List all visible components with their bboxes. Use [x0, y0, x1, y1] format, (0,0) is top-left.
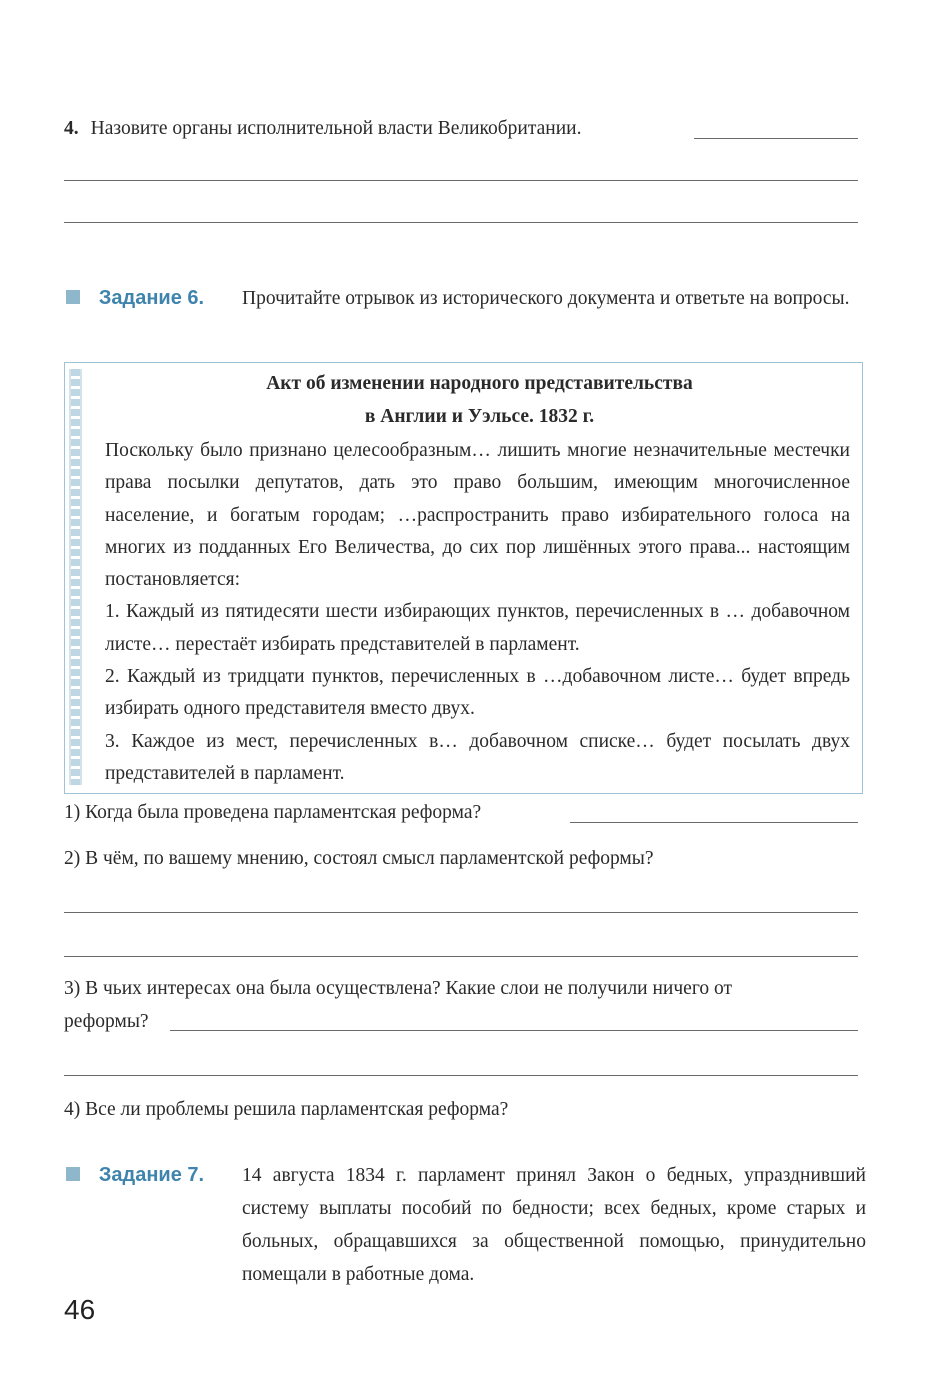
answer-line[interactable]: [694, 138, 858, 139]
document-body: [105, 435, 850, 790]
answer-line[interactable]: [64, 180, 858, 181]
question-4-parliament: 4) Все ли проблемы решила парламентская реформа?: [64, 1099, 509, 1120]
task-marker-icon: [66, 290, 80, 304]
task-7-header: [66, 1159, 204, 1192]
document-paragraph: 1. Каждый из пятидесяти шести избирающих пунктов, перечисленных в … добавочном листе… перестаёт избирать представителей в парламент.: [105, 601, 850, 655]
answer-line[interactable]: [570, 822, 858, 823]
decorative-stripe: [69, 369, 82, 785]
answer-line[interactable]: [64, 956, 858, 957]
document-title: [105, 367, 854, 433]
document-paragraph: 2. Каждый из тридцати пунктов, перечисленных в …добавочном листе… будет впредь избирать одного представителя вместо двух.: [105, 666, 850, 720]
question-number: 4.: [64, 118, 79, 139]
question-text: Назовите органы исполнительной власти Великобритании.: [90, 118, 582, 139]
question-3: [64, 972, 732, 1038]
task-marker-icon: [66, 1167, 80, 1181]
document-paragraph: Поскольку было признано целесообразным… лишить многие незначительные местечки права посылки депутатов, дать это право большим, имеющим многочисленное население, и богатым городам; …распространить право избирательного голоса на многих из подданных Его Величества, до сих пор лишённых этого права... настоящим постановляется:: [105, 440, 850, 591]
task-6-text: Прочитайте отрывок из исторического документа и ответьте на вопросы.: [242, 288, 850, 309]
question-3-line: реформы?: [64, 1011, 149, 1032]
answer-line[interactable]: [170, 1030, 858, 1031]
question-4: [64, 112, 581, 145]
question-3-line: 3) В чьих интересах она была осуществлена? Какие слои не получили ничего от: [64, 978, 732, 999]
task-6-header: [66, 282, 204, 315]
task-label: Задание 7.: [98, 1164, 205, 1186]
question-1: 1) Когда была проведена парламентская реформа?: [64, 802, 482, 823]
document-paragraph: 3. Каждое из мест, перечисленных в… добавочном списке… будет посылать двух представителей в парламент.: [105, 730, 850, 784]
answer-line[interactable]: [64, 912, 858, 913]
document-title-line: в Англии и Уэльсе. 1832 г.: [364, 406, 595, 427]
document-excerpt: [64, 362, 863, 794]
page-number: 46: [64, 1294, 96, 1325]
task-label: Задание 6.: [98, 287, 205, 309]
answer-line[interactable]: [64, 1075, 858, 1076]
task-7-text: 14 августа 1834 г. парламент принял Закон о бедных, упразднивший систему выплаты пособий по бедности; всех бедных, кроме старых и больных, обращавшихся за общественной помощью, принудительно помещали в работные дома.: [242, 1165, 866, 1285]
question-2: 2) В чём, по вашему мнению, состоял смысл парламентской реформы?: [64, 848, 654, 869]
document-title-line: Акт об изменении народного представительства: [266, 373, 693, 394]
answer-line[interactable]: [64, 222, 858, 223]
